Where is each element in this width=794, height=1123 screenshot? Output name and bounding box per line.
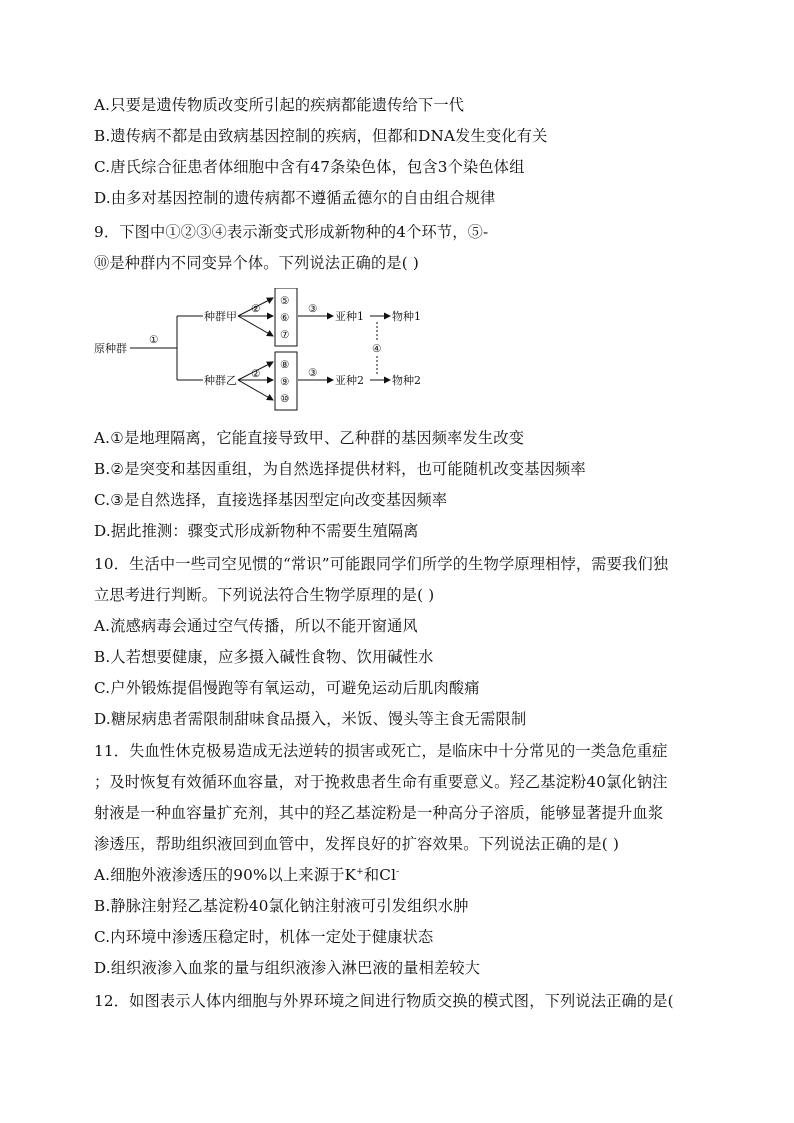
variant-8: ⑧ xyxy=(280,359,290,371)
q11-stem-line-1: 11．失血性休克极易造成无法逆转的损害或死亡，是临床中十分常见的一类急危重症 xyxy=(94,742,668,760)
subspecies-1-label: 亚种1 xyxy=(335,310,364,323)
variant-9: ⑨ xyxy=(280,376,290,388)
species-1-label: 物种1 xyxy=(392,310,421,323)
step-3-label-b: ③ xyxy=(308,367,318,379)
q12-stem-line-1: 12．如图表示人体内细胞与外界环境之间进行物质交换的模式图，下列说法正确的是( xyxy=(94,992,674,1010)
q11-option-a xyxy=(94,865,399,885)
variant-6: ⑥ xyxy=(280,312,290,324)
q9-option-c: C.③是自然选择，直接选择基因型定向改变基因频率 xyxy=(94,491,448,509)
chloride-charge: - xyxy=(396,866,400,877)
q8-option-a: A.只要是遗传物质改变所引起的疾病都能遗传给下一代 xyxy=(94,96,465,114)
q11-option-d: D.组织液渗入血浆的量与组织液渗入淋巴液的量相差较大 xyxy=(94,959,481,977)
arrow-a-down xyxy=(238,316,273,336)
potassium-charge: + xyxy=(356,866,364,877)
q11-stem-line-2: ；及时恢复有效循环血容量，对于挽救患者生命有重要意义。羟乙基淀粉40氯化钠注 xyxy=(94,773,668,791)
population-b-label: 种群乙 xyxy=(204,374,237,387)
q9-option-d: D.据此推测：骤变式形成新物种不需要生殖隔离 xyxy=(94,522,419,540)
q11-option-a-mid: 和Cl xyxy=(363,866,397,884)
step-3-label-a: ③ xyxy=(308,303,318,315)
step-2-label-b: ② xyxy=(251,368,261,380)
arrow-b-down xyxy=(238,380,273,400)
q11-stem-line-3: 射液是一种血容量扩充剂，其中的羟乙基淀粉是一种高分子溶质，能够显著提升血浆 xyxy=(94,804,664,822)
step-4-label: ④ xyxy=(372,343,382,355)
q11-option-a-text: A.细胞外液渗透压的90%以上来源于K xyxy=(94,866,357,884)
speciation-diagram xyxy=(90,288,450,416)
q11-option-c: C.内环境中渗透压稳定时，机体一定处于健康状态 xyxy=(94,928,434,946)
q10-option-a: A.流感病毒会通过空气传播，所以不能开窗通风 xyxy=(94,617,418,635)
q11-stem-line-4: 渗透压，帮助组织液回到血管中，发挥良好的扩容效果。下列说法正确的是( ) xyxy=(94,835,620,853)
q10-option-c: C.户外锻炼提倡慢跑等有氧运动，可避免运动后肌肉酸痛 xyxy=(94,679,480,697)
q10-option-b: B.人若想要健康，应多摄入碱性食物、饮用碱性水 xyxy=(94,648,434,666)
step-1-label: ① xyxy=(149,334,159,346)
population-a-label: 种群甲 xyxy=(204,310,237,323)
q9-option-a: A.①是地理隔离，它能直接导致甲、乙种群的基因频率发生改变 xyxy=(94,429,525,447)
q10-stem-line-1: 10．生活中一些司空见惯的“常识”可能跟同学们所学的生物学原理相悖，需要我们独 xyxy=(94,555,669,573)
q11-option-b: B.静脉注射羟乙基淀粉40氯化钠注射液可引发组织水肿 xyxy=(94,897,469,915)
q10-option-d: D.糖尿病患者需限制甜味食品摄入，米饭、馒头等主食无需限制 xyxy=(94,710,527,728)
q8-option-b: B.遗传病不都是由致病基因控制的疾病，但都和DNA发生变化有关 xyxy=(94,127,548,145)
q8-option-c: C.唐氏综合征患者体细胞中含有47条染色体，包含3个染色体组 xyxy=(94,158,525,176)
q9-stem-line-1: 9．下图中①②③④表示渐变式形成新物种的4个环节，⑤- xyxy=(94,223,489,241)
variant-5: ⑤ xyxy=(280,295,290,307)
q9-option-b: B.②是突变和基因重组，为自然选择提供材料，也可能随机改变基因频率 xyxy=(94,460,586,478)
origin-population-label: 原种群 xyxy=(94,342,127,355)
q10-stem-line-2: 立思考进行判断。下列说法符合生物学原理的是( ) xyxy=(94,586,435,604)
species-2-label: 物种2 xyxy=(392,374,421,387)
subspecies-2-label: 亚种2 xyxy=(335,374,364,387)
q8-option-d: D.由多对基因控制的遗传病都不遵循孟德尔的自由组合规律 xyxy=(94,189,496,207)
variant-10: ⑩ xyxy=(280,393,290,405)
q9-stem-line-2: ⑩是种群内不同变异个体。下列说法正确的是( ) xyxy=(94,254,420,272)
step-2-label-a: ② xyxy=(251,303,261,315)
variant-7: ⑦ xyxy=(280,329,290,341)
